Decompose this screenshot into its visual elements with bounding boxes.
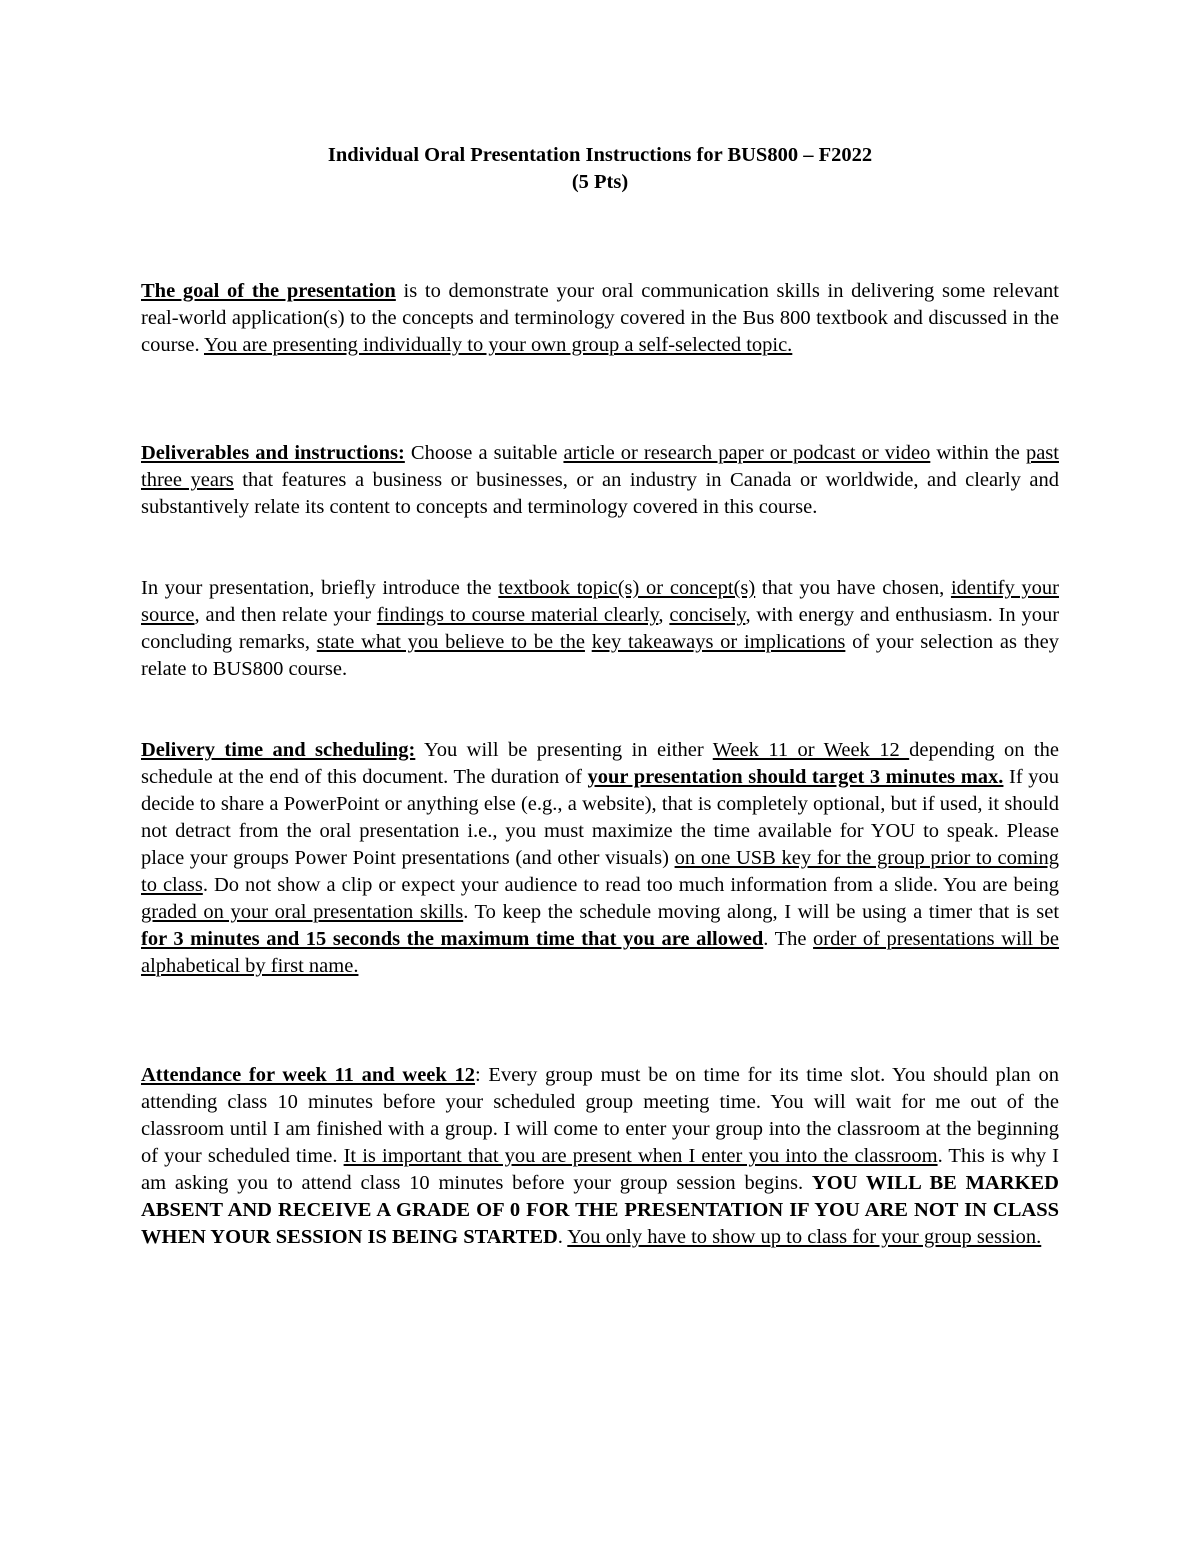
presentation-text-6 (585, 631, 592, 653)
deliverables-text-1: Choose a suitable (404, 442, 564, 464)
attendance-heading: Attendance for week 11 and week 12 (141, 1064, 476, 1086)
presentation-source: identify your source (141, 577, 1059, 626)
deliverables-paragraph (141, 440, 1059, 521)
attendance-paragraph (141, 1062, 1059, 1251)
goal-heading: The goal of the presentation (141, 280, 396, 302)
goal-underlined: You are presenting individually to your own group a self-selected topic. (204, 334, 793, 356)
attendance-important: It is important that you are present when I enter you into the classroom (343, 1145, 938, 1167)
presentation-topic: textbook topic(s) or concept(s) (498, 577, 756, 599)
presentation-text-4: , (658, 604, 670, 626)
deliverables-timeframe: past three years (141, 442, 1059, 491)
presentation-text-5: , with energy and enthusiasm. In your concluding remarks, (141, 604, 1060, 653)
presentation-text-2: that you have chosen, (755, 577, 951, 599)
deliverables-heading: Deliverables and instructions: (141, 442, 405, 464)
attendance-warning: YOU WILL BE MARKED ABSENT AND RECEIVE A GRADE OF 0 FOR THE PRESENTATION IF YOU ARE NOT IN CLASS WHEN YOUR SESSION IS BEING STARTED (141, 1172, 1059, 1248)
deliverables-text-3: that features a business or businesses, or an industry in Canada or worldwide, and clearly and substantively relate its content to concepts and terminology covered in this course. (141, 469, 1059, 518)
presentation-text-1: In your presentation, briefly introduce the (141, 577, 499, 599)
goal-text: is to demonstrate your oral communication skills in delivering some relevant real-world application(s) to the concepts and terminology covered in the Bus 800 textbook and discussed in the course. (141, 280, 1059, 356)
attendance-text-2: . This is why I am asking you to attend class 10 minutes before your group session begins. (141, 1145, 1059, 1194)
attendance-text-1: : Every group must be on time for its time slot. You should plan on attending class 10 minutes before your scheduled group meeting time. You will wait for me out of the classroom until I am finished with a group. I will come to enter your group into the classroom at the beginning of your scheduled time. (141, 1064, 1059, 1167)
delivery-text-1: You will be presenting in either (415, 739, 713, 761)
presentation-findings: findings to course material clearly (376, 604, 659, 626)
delivery-text-4: . Do not show a clip or expect your audience to read too much information from a slide. You are being (202, 874, 1060, 896)
presentation-takeaways: key takeaways or implications (591, 631, 846, 653)
deliverables-text-2: within the (930, 442, 1026, 464)
presentation-paragraph (141, 575, 1059, 683)
title-line-2: (5 Pts) (571, 171, 629, 193)
delivery-paragraph (141, 737, 1059, 980)
delivery-order: order of presentations will be alphabetical by first name. (141, 928, 1060, 977)
delivery-graded: graded on your oral presentation skills (141, 901, 464, 923)
goal-paragraph (141, 278, 1059, 359)
delivery-timer: for 3 minutes and 15 seconds the maximum time that you are allowed (141, 928, 764, 950)
delivery-text-5: . To keep the schedule moving along, I will be using a timer that is set (463, 901, 1060, 923)
delivery-text-2: depending on the schedule at the end of this document. The duration of (141, 739, 1059, 788)
delivery-duration: your presentation should target 3 minutes max. (587, 766, 1004, 788)
presentation-concisely: concisely (669, 604, 746, 626)
delivery-text-3: If you decide to share a PowerPoint or anything else (e.g., a website), that is completely optional, but if used, it should not detract from the oral presentation i.e., you must maximize the time available for YOU to speak. Please place your groups Power Point presentations (and other visuals) (141, 766, 1059, 869)
deliverables-source-types: article or research paper or podcast or video (563, 442, 931, 464)
attendance-text-3: . (557, 1226, 568, 1248)
attendance-note: You only have to show up to class for your group session. (567, 1226, 1042, 1248)
title-line-1: Individual Oral Presentation Instructions for BUS800 – F2022 (327, 144, 873, 166)
presentation-text-7: of your selection as they relate to BUS800 course. (141, 631, 1059, 680)
document-title (0, 142, 1200, 196)
delivery-usb-key: on one USB key for the group prior to coming to class (141, 847, 1060, 896)
presentation-state-belief: state what you believe to be the (316, 631, 585, 653)
presentation-text-3: , and then relate your (194, 604, 377, 626)
delivery-weeks: Week 11 or Week 12 (712, 739, 910, 761)
delivery-heading: Delivery time and scheduling: (141, 739, 416, 761)
delivery-text-6: . The (763, 928, 814, 950)
